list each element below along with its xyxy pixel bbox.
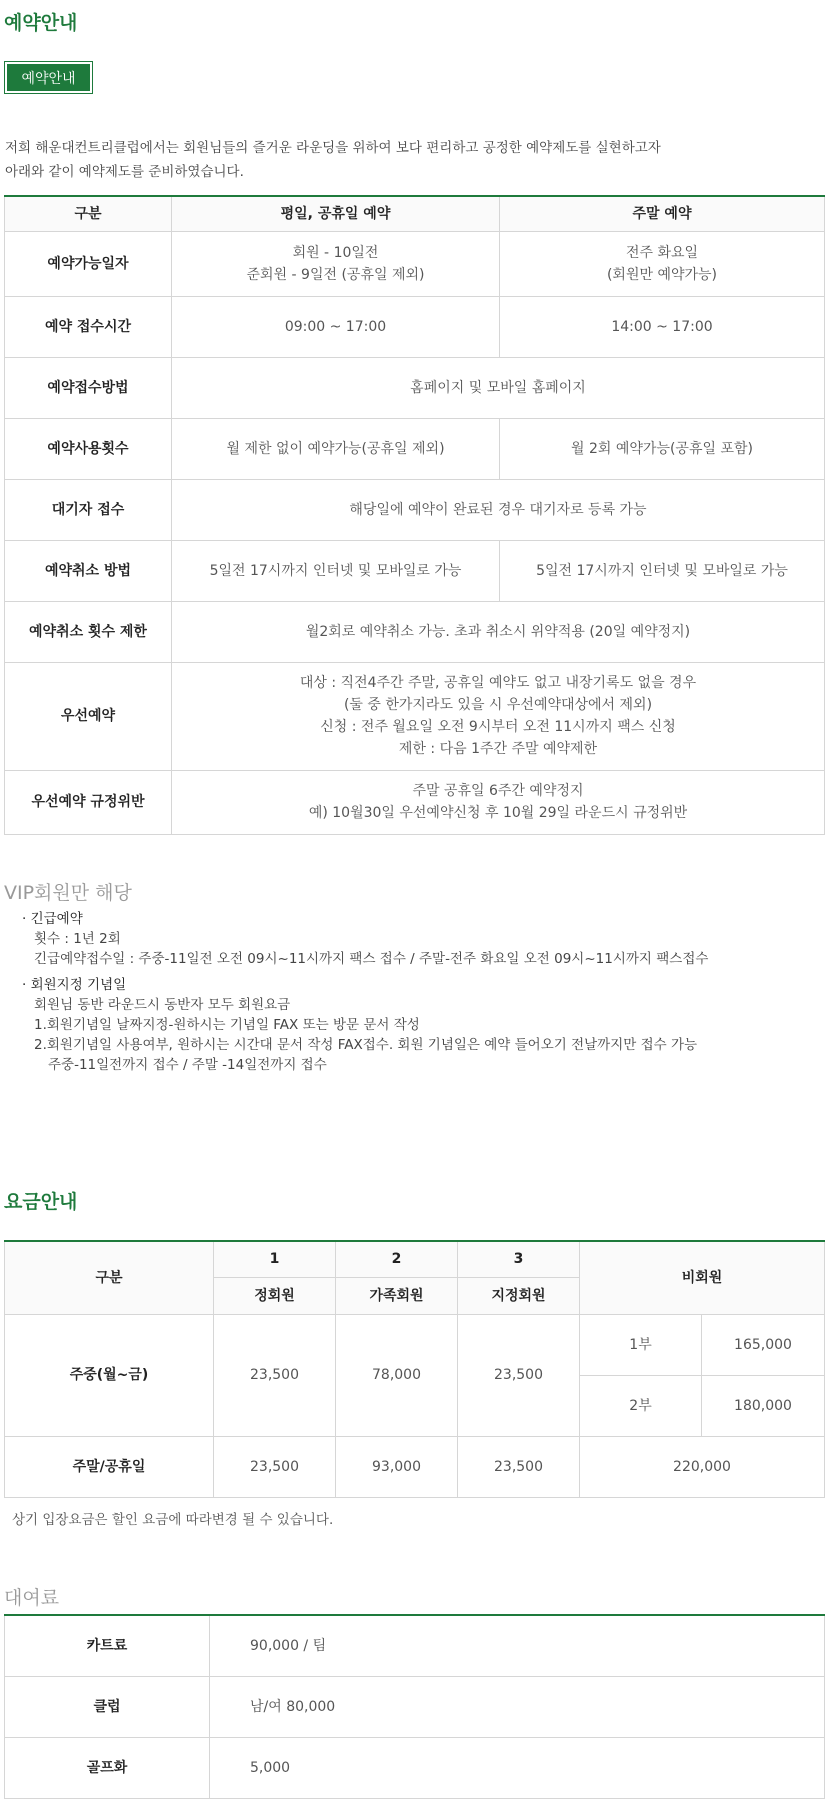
rental-value: 5,000 [210, 1737, 825, 1798]
rental-label: 카트료 [5, 1615, 210, 1676]
cell-weekend [500, 231, 825, 296]
fees-part-label: 1부 [580, 1314, 702, 1375]
vip-item2-line: 1.회원기념일 날짜지정-원하시는 기념일 FAX 또는 방문 문서 작성 [34, 1017, 420, 1033]
table-row [5, 662, 825, 770]
row-label: 예약취소 횟수 제한 [5, 601, 172, 662]
fees-cell: 23,500 [214, 1436, 336, 1497]
rental-title: 대여료 [4, 1587, 60, 1609]
cell-line: 회원 - 10일전 [292, 244, 379, 261]
cell-line: 대상 : 직전4주간 주말, 공휴일 예약도 없고 내장기록도 없을 경우 [299, 675, 697, 691]
row-label: 예약사용횟수 [5, 418, 172, 479]
intro-line-2: 아래와 같이 예약제도를 준비하였습니다. [5, 164, 244, 180]
cell-line: (둘 중 한가지라도 있을 시 우선예약대상에서 제외) [343, 697, 653, 713]
table-row [5, 601, 825, 662]
cell-weekday [172, 231, 500, 296]
table-row [5, 770, 825, 834]
fees-cell-nonmember: 220,000 [580, 1436, 825, 1497]
row-label: 예약취소 방법 [5, 540, 172, 601]
vip-item2-line: 2.회원기념일 사용여부, 원하시는 시간대 문서 작성 FAX접수. 회원 기념일은 예약 들어오기 전날까지만 접수 가능 [34, 1037, 698, 1053]
table-row [5, 296, 825, 357]
table-row [5, 540, 825, 601]
vip-item1-line: 긴급예약접수일 : 주중-11일전 오전 09시~11시까지 팩스 접수 / 주말-전주 화요일 오전 09시~11시까지 팩스접수 [34, 951, 709, 967]
table-row [5, 357, 825, 418]
fees-title: 요금안내 [4, 1191, 78, 1213]
fees-col-num: 3 [458, 1241, 580, 1277]
cell-line: 주말 공휴일 6주간 예약정지 [412, 783, 584, 799]
cell-merged: 월2회로 예약취소 가능. 초과 취소시 위약적용 (20일 예약정지) [172, 601, 825, 662]
fees-header-nonmember: 비회원 [580, 1241, 825, 1314]
fees-cell: 93,000 [336, 1436, 458, 1497]
row-label: 예약 접수시간 [5, 296, 172, 357]
cell-weekday: 5일전 17시까지 인터넷 및 모바일로 가능 [172, 540, 500, 601]
table-row [5, 418, 825, 479]
row-label: 우선예약 [5, 662, 172, 770]
rental-value: 남/여 80,000 [210, 1676, 825, 1737]
row-label: 예약접수방법 [5, 357, 172, 418]
table-row [5, 1436, 825, 1497]
vip-title: VIP회원만 해당 [4, 882, 132, 904]
cell-merged [172, 770, 825, 834]
table-row [5, 1737, 825, 1798]
row-label: 우선예약 규정위반 [5, 770, 172, 834]
vip-item1-title: · 긴급예약 [22, 911, 83, 927]
table-row [5, 479, 825, 540]
table-row [5, 1314, 825, 1375]
cell-line: (회원만 예약가능) [606, 266, 718, 283]
vip-item2-line: 주중-11일전까지 접수 / 주말 -14일전까지 접수 [48, 1057, 327, 1073]
table-row [5, 1241, 825, 1277]
col-header-weekend: 주말 예약 [500, 196, 825, 231]
cell-weekday: 월 제한 없이 예약가능(공휴일 제외) [172, 418, 500, 479]
col-header-category: 구분 [5, 196, 172, 231]
cell-line: 예) 10월30일 우선예약신청 후 10월 29일 라운드시 규정위반 [308, 805, 688, 821]
fees-col-name: 가족회원 [336, 1277, 458, 1314]
fees-cell: 23,500 [458, 1314, 580, 1436]
fees-cell: 23,500 [214, 1314, 336, 1436]
cell-weekend: 월 2회 예약가능(공휴일 포함) [500, 418, 825, 479]
vip-item2-title: · 회원지정 기념일 [22, 977, 127, 993]
fees-table [4, 1240, 825, 1498]
cell-line: 준회원 - 9일전 (공휴일 제외) [246, 266, 425, 283]
table-row [5, 231, 825, 296]
vip-item2-line: 회원님 동반 라운드시 동반자 모두 회원요금 [34, 997, 291, 1013]
cell-weekend: 5일전 17시까지 인터넷 및 모바일로 가능 [500, 540, 825, 601]
fees-col-num: 2 [336, 1241, 458, 1277]
reservation-table [4, 195, 825, 835]
fees-cell: 78,000 [336, 1314, 458, 1436]
col-header-weekday: 평일, 공휴일 예약 [172, 196, 500, 231]
fees-part-label: 2부 [580, 1375, 702, 1436]
intro-line-1: 저희 해운대컨트리클럽에서는 회원님들의 즐거운 라운딩을 위하여 보다 편리하고 공정한 예약제도를 실현하고자 [5, 140, 661, 156]
fees-row-weekend: 주말/공휴일 [5, 1436, 214, 1497]
cell-weekday: 09:00 ~ 17:00 [172, 296, 500, 357]
cell-merged [172, 662, 825, 770]
rental-label: 클럽 [5, 1676, 210, 1737]
rental-label: 골프화 [5, 1737, 210, 1798]
fees-part-value: 165,000 [702, 1314, 825, 1375]
fees-col-name: 지정회원 [458, 1277, 580, 1314]
cell-merged: 해당일에 예약이 완료된 경우 대기자로 등록 가능 [172, 479, 825, 540]
fees-part-value: 180,000 [702, 1375, 825, 1436]
cell-line: 신청 : 전주 월요일 오전 9시부터 오전 11시까지 팩스 신청 [320, 719, 676, 735]
reservation-title: 예약안내 [4, 12, 78, 34]
vip-item1-line: 횟수 : 1년 2회 [34, 931, 121, 947]
reservation-intro [5, 136, 661, 184]
rental-value: 90,000 / 팀 [210, 1615, 825, 1676]
row-label: 예약가능일자 [5, 231, 172, 296]
cell-line: 제한 : 다음 1주간 주말 예약제한 [398, 741, 598, 757]
vip-details [22, 909, 708, 1075]
fees-header-category: 구분 [5, 1241, 214, 1314]
fees-col-name: 정회원 [214, 1277, 336, 1314]
rental-table [4, 1614, 825, 1799]
table-row [5, 1676, 825, 1737]
reservation-tab-button[interactable]: 예약안내 [5, 62, 92, 93]
fees-col-num: 1 [214, 1241, 336, 1277]
cell-weekend: 14:00 ~ 17:00 [500, 296, 825, 357]
cell-merged: 홈페이지 및 모바일 홈페이지 [172, 357, 825, 418]
row-label: 대기자 접수 [5, 479, 172, 540]
cell-line: 전주 화요일 [625, 244, 699, 261]
fees-row-weekday: 주중(월~금) [5, 1314, 214, 1436]
table-row [5, 1615, 825, 1676]
fees-cell: 23,500 [458, 1436, 580, 1497]
fees-note: 상기 입장요금은 할인 요금에 따라변경 될 수 있습니다. [12, 1512, 334, 1528]
